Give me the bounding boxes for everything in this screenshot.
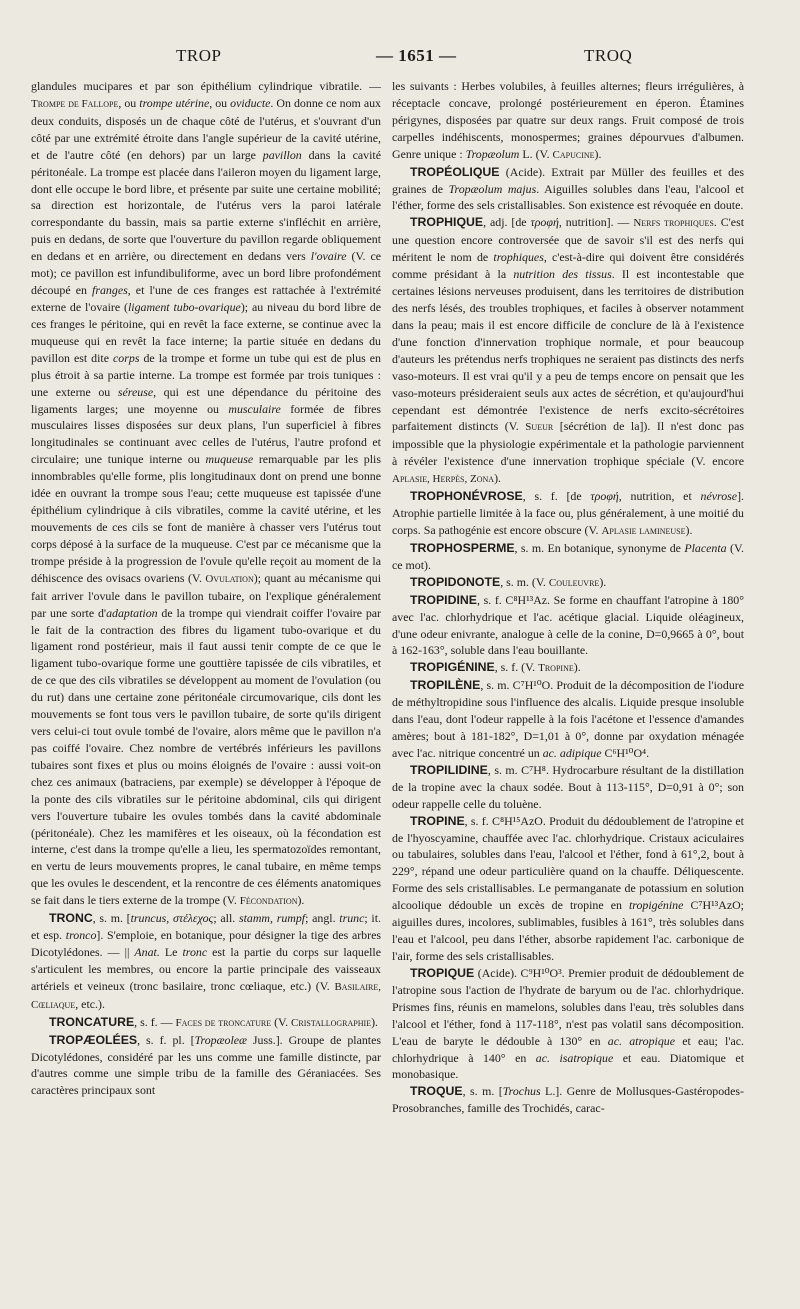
italic-text: ac. atropique (607, 1033, 676, 1048)
body-text: L.]. Genre de Mollusques-Gastéropodes-Prosobranches, famille des Trochidés, carac- (392, 1084, 744, 1116)
body-text: glandules mucipares et par son épithélium cylindrique vibratile. — (31, 79, 381, 93)
italic-text: ac. adipique (542, 745, 602, 760)
dictionary-entry (392, 813, 744, 965)
small-caps-text: Faces de troncature (175, 1016, 272, 1029)
italic-text: nutrition des tissus (513, 267, 612, 282)
body-text: , s. f. (V. (494, 660, 539, 675)
body-text: . On donne ce nom aux deux conduits, disposés un de chaque côté de l'utérus, et s'ouvrant d'un côté par une extrémité étroite dans l'angle supérieur de la cavité utérine, et de l'autre côté (en dehors) par un large (31, 95, 381, 162)
entry-headword: TROPÉOLIQUE (410, 164, 500, 179)
entry-headword: TROPHONÉVROSE (410, 489, 523, 504)
left-column (31, 78, 381, 1302)
running-head (36, 42, 752, 68)
body-text: ; all. (213, 911, 239, 926)
body-text: C⁷H¹³AzO; aiguilles dures, incolores, sublimables, fusibles à 161°, très solubles dans l'eau et l'alcool, peu dans l'éther, absorbe rapidement l'ac. carbonique de l'air, forme des sels cristallisables. (392, 898, 744, 964)
italic-text: Anat. (134, 945, 160, 960)
small-caps-text: Trompe de Fallope (31, 97, 119, 110)
italic-text: trompe utérine (139, 95, 210, 110)
italic-text: Tropæolum (465, 146, 520, 161)
body-text: , ou (209, 95, 231, 110)
body-text: , etc.). (75, 996, 105, 1011)
italic-text: muqueuse (205, 452, 254, 467)
body-text: de la trompe et forme un tube qui est de plus en plus étroit à sa partie interne. La trompe est formée par trois tuniques : une externe ou (31, 350, 381, 399)
body-text: ). (599, 574, 607, 589)
body-text: ). (685, 522, 693, 537)
body-text: est la partie du corps sur laquelle s'articulent les membres, ou encore la partie principale des vaisseaux artériels et veineux (tronc basilaire, tronc cœliaque, etc.) (V. (31, 945, 381, 993)
italic-text: névrose (700, 489, 738, 504)
body-text: , s. f. [de (522, 489, 591, 504)
italic-text: tronc (182, 945, 208, 960)
dictionary-entry (392, 592, 744, 660)
body-text: (Acide). C⁹H¹⁰O³. Premier produit de dédoublement de l'atropine sous l'action de l'hydrate de baryum ou de l'ac. chlorhydrique. Prismes fins, réunis en mamelons, solubles dans l'eau, très solubles dans l'alcool et l'éther, fond à 117-118°, n'est pas volatil sans décomposition. L'eau de baryte le dédouble à 130° en (392, 965, 744, 1048)
body-text: Le (159, 945, 183, 960)
body-text: . Il est incontestable que certaines lésions nerveuses produisent, dans les territoires de distribution des nerfs lésés, des troubles trophiques, et faciles à observer notamment dans la peau; mais il est encore difficile de conclure de là à l'existence d'une fonction d'innervation trophique normale, et pour beaucoup d'auteurs les prétendus nerfs trophiques ne seraient pas distincts des nerfs vaso-moteurs. Il est vrai qu'il y a peu de temps encore on pensait que les vaso-moteurs présideraient seuls aux actes de sécrétion, et qu'aujourd'hui cependant est démontrée l'existence de nerfs excito-sécrétoires parfaitement distincts (V. (392, 267, 744, 434)
dictionary-entry (392, 677, 744, 762)
italic-text: Placenta (684, 540, 727, 555)
italic-text: pavillon (262, 147, 302, 162)
body-text: , nutrition]. — (558, 215, 634, 230)
running-head-right: TROQ (584, 46, 633, 65)
page-number: — 1651 — (376, 46, 457, 65)
body-text: (V. ce mot). (392, 540, 744, 572)
italic-text: corps (113, 350, 140, 365)
body-text: , nutrition, et (618, 489, 701, 504)
italic-text: stamm, rumpf (238, 911, 306, 926)
italic-text: l'ovaire (310, 249, 347, 264)
italic-text: Tropæoleæ (194, 1032, 247, 1047)
body-text: . C'est une question encore controversée que de savoir s'il est des nerfs qui méritent le nom de (392, 215, 744, 265)
small-caps-text: Basilaire, Cœliaque (31, 980, 381, 1011)
body-text: [sécrétion de la]). Il n'est donc pas impossible que la physiologie expérimentale et la pathologie parviennent à révéler l'existence d'une innervation trophique spéciale (V. encore (392, 419, 744, 469)
italic-text: adaptation (106, 605, 158, 620)
italic-text: Tropæolum majus (448, 181, 537, 196)
italic-text: trophiques (493, 250, 544, 265)
text-paragraph (392, 78, 744, 164)
body-text: , s. m. [ (92, 911, 131, 926)
italic-text: oviducte (230, 95, 271, 110)
italic-text: musculaire (228, 401, 281, 416)
entry-headword: TROPIQUE (410, 965, 475, 980)
body-text: ). (371, 1014, 378, 1029)
body-text: , s. f. pl. [ (137, 1032, 195, 1047)
small-caps-text: Fécondation (239, 895, 298, 908)
dictionary-entry (392, 659, 744, 677)
body-text: ); quant au mécanisme qui fait arriver l'ovule dans le pavillon tubaire, on l'explique généralement par une sorte d' (31, 570, 381, 620)
body-text: ; it. et esp. (31, 911, 381, 943)
text-paragraph (31, 78, 381, 910)
italic-text: tropigénine (628, 898, 684, 913)
body-text: , s. f. — (134, 1014, 176, 1029)
body-text: , adj. [de (483, 215, 531, 230)
dictionary-entry (31, 910, 381, 1014)
dictionary-entry (392, 574, 744, 592)
body-text: et eau; l'ac. chlorhydrique à 140° en (392, 1033, 744, 1065)
small-caps-text: Nerfs trophiques (633, 217, 714, 230)
entry-headword: TROPHOSPERME (410, 540, 515, 555)
italic-text: tronco (65, 928, 97, 943)
body-text: C⁶H¹⁰O⁴. (601, 745, 650, 760)
dictionary-entry (392, 214, 744, 488)
body-text: , s. m. En botanique, synonyme de (514, 540, 685, 555)
italic-text: τροφή (530, 215, 559, 230)
dictionary-entry (392, 1083, 744, 1117)
small-caps-text: Sueur (525, 421, 554, 434)
running-head-left: TROP (176, 46, 222, 65)
small-caps-text: Aplasie lamineuse (601, 524, 686, 537)
body-text: dans la cavité péritonéale. La trompe est placée dans l'aileron moyen du ligament large, dont elle occupe le bord libre, et présente par suite une certaine mobilité; sa direction est horizontale, de l'utérus vers la paroi latérale correspondante du bassin, mais sa partie externe s'infléchit en arrière, puis en dedans, de sorte que l'ouverture du pavillon regarde obliquement en dedans et en arrière, ou directement en dedans vers (31, 147, 381, 264)
italic-text: ac. isatropique (535, 1050, 614, 1065)
body-text: , c'est-à-dire qui doivent être considérés comme présidant à la (392, 250, 744, 282)
italic-text: séreuse (117, 384, 154, 399)
entry-headword: TROPILÈNE (410, 678, 481, 693)
body-text: remarquable par les plis innombrables qu'elle forme, plis longitudinaux dont on prend une bonne idée en ouvrant la trompe sous l'eau; cette muqueuse est tapissée d'une épithélium cylindrique à cils vibratiles, comme la cavité utérine, et les mouvements de ces cils se font de manière à chasser vers l'utérus tout corps déposé à la surface de la muqueuse. C'est par ce mécanisme que la trompe préside à la progression de l'ovule qu'elle reçoit au moment de la déhiscence des ovisacs ovariens (V. (31, 452, 381, 585)
body-text: , s. f. C⁸H¹³Az. Se forme en chauffant l'atropine à 180° avec l'ac. chlorhydrique et l'ac. acétique glacial. Liquide oléagineux, d'une odeur enivrante, analogue à celle de la conine, D=0,9665 à 0°, bout à 162-163°, soluble dans l'eau bouillante. (392, 592, 744, 658)
body-text: ]. Atrophie partielle limitée à la face ou, plus généralement, à une moitié du corps. Sa pathogénie est encore obscure (V. (392, 489, 744, 537)
body-text: L. (V. (519, 146, 553, 161)
entry-headword: TROPIDINE (410, 592, 477, 607)
entry-headword: TRONC (49, 911, 93, 926)
entry-headword: TROPHIQUE (410, 215, 484, 230)
body-text: ]. S'emploie, en botanique, pour désigner la tige des arbres Dicotylédones. — || (31, 928, 381, 960)
italic-text: Trochus (502, 1084, 541, 1099)
body-text: , s. f. C⁸H¹⁵AzO. Produit du dédoublement de l'atropine et de l'hyoscyamine, chauffée avec l'ac. chlorhydrique. Cristaux aciculaires ou tabulaires, solubles dans l'eau, l'alcool et l'éther, fond à 61°,2, bout à 229°, répand une odeur particulière quand on la chauffe. Déliquescente. Forme des sels cristallisables. Le permanganate de potassium en solution alcoolique dédouble un excès de tropine en (392, 813, 744, 913)
body-text: . Aiguilles solubles dans l'eau, l'alcool et l'éther, forme des sels cristallisables. Son existence est révoquée en doute. (392, 181, 744, 213)
small-caps-text: Couleuvre (548, 576, 600, 589)
dictionary-entry (392, 164, 744, 215)
entry-headword: TRONCATURE (49, 1014, 135, 1029)
small-caps-text: Capucine (552, 148, 595, 161)
entry-headword: TROPIGÉNINE (410, 660, 495, 675)
body-text: (Acide). Extrait par Müller des feuilles et des graines de (392, 164, 744, 196)
italic-text: truncus, στέλεχος (130, 911, 214, 926)
body-text: ; angl. (305, 911, 340, 926)
small-caps-text: Ovulation (205, 572, 254, 585)
body-text: , qui est une dépendance du péritoine des ligaments larges; une moyenne ou (31, 384, 381, 416)
body-text: ). (494, 471, 501, 486)
small-caps-text: Aplasie, Herpès, Zona (392, 473, 495, 486)
dictionary-entry (392, 965, 744, 1083)
body-text: ). (297, 893, 305, 908)
small-caps-text: Tropine (538, 662, 574, 675)
body-text: formée de fibres musculaires lisses disposées sur deux plans, l'un superficiel à fibres longitudinales se continuant avec celles de l'utérus, l'autre profond et circulaire; une tunique interne ou (31, 401, 381, 467)
body-text: et eau. Diatomique et monobasique. (392, 1050, 744, 1082)
right-column (392, 78, 744, 1302)
italic-text: franges (92, 283, 128, 298)
body-text: , s. m. [ (462, 1084, 503, 1099)
body-text: ). (573, 660, 581, 675)
small-caps-text: Cristallographie (291, 1016, 372, 1029)
entry-headword: TROPÆOLÉES (49, 1032, 138, 1047)
entry-headword: TROQUE (410, 1084, 463, 1099)
body-text: , s. m. C⁷H⁸. Hydrocarbure résultant de la distillation de la tropine avec la chaux sodée. Bout à 113-115°, D=0,91 à 0°; son odeur rappelle celle du toluène. (392, 762, 744, 811)
entry-headword: TROPILIDINE (410, 762, 488, 777)
body-text: , ou (118, 95, 140, 110)
entry-headword: TROPIDONOTE (410, 574, 501, 589)
body-text: Juss.]. Groupe de plantes Dicotylédones, considéré par les uns comme une famille distincte, par d'autres comme une simple tribu de la famille des Géraniacées. Ses caractères principaux sont (31, 1032, 381, 1098)
italic-text: τροφή (590, 489, 619, 504)
body-text: , s. m. C⁷H¹⁰O. Produit de la décomposition de l'iodure de méthyltropidine sous l'influence des alcalis. Liquide presque insoluble dans l'eau, dont l'odeur rappelle à la fois l'acétone et l'essence d'amandes amères; bout à 181-182°, D=1,01 à 0°, donne par oxydation ménagée avec l'ac. nitrique concentré un (392, 678, 744, 760)
body-text: ). (594, 146, 602, 161)
italic-text: trunc (339, 911, 365, 926)
dictionary-entry (392, 488, 744, 540)
body-text: les suivants : Herbes volubiles, à feuilles alternes; fleurs irrégulières, à réceptacle concave, prolongé postérieurement en éperon. Étamines périgynes, disposées par quatre sur deux rangs. Fruit composé de trois carpelles indéhiscents, monospermes; graines dépourvues d'albumen. Genre unique : (392, 79, 744, 161)
dictionary-entry (392, 540, 744, 574)
body-text: (V. ce mot); ce pavillon est infundibuliforme, avec un bord libre profondément découpé en (31, 249, 381, 298)
body-text: (V. (271, 1014, 292, 1029)
dictionary-entry (31, 1014, 381, 1032)
entry-headword: TROPINE (410, 813, 465, 828)
body-text: , et l'une de ces franges est rattachée à l'extrémité externe de l'ovaire ( (31, 283, 381, 314)
body-text: de la trompe qui viendrait coiffer l'ovaire par le fait de la contraction des fibres du ligament tubo-ovarique et du ligament rond postérieur, mais il faut aussi tenir compte de ce que le ligament tubo-ovarique forme une gouttière tapissée de cils vibratiles, et de ce que des cils vibratiles se développent au moment de l'ovulation (ou du rut) dans une certaine zone péritonéale circumovarique, cils dont les mouvements se font tous vers le pavillon tubaire, de sorte qu'ils dirigent vers celui-ci tout ovule tombé de l'ovaire, alors même que le pavillon n'a pas coiffé l'ovaire. Chez nombre de vertébrés inférieurs les pavillons tubaires sont fixes et plus ou moins éloignés de l'ovaire : aussi voit-on chez ces animaux (batraciens, par exemple) se développer à l'époque de la ponte des cils vibratiles sur le péritoine abdominal, cils qui dirigent vers l'ouverture tubaire les ovules tombés dans la cavité abdominale (péritonéale). Chez les mamifères et les oiseaux, où la fécondation est interne, c'est dans la trompe qu'elle a lieu, les spermatozoïdes remontant, en vertu de leurs mouvements propres, le canal tubaire, en même temps que les ovules le descendent, et la rencontre de ces éléments anatomiques se fait dans le tiers externe de la trompe (V. (31, 605, 381, 908)
dictionary-entry (392, 762, 744, 813)
dictionary-entry (31, 1032, 381, 1100)
body-text: , s. m. (V. (500, 574, 549, 589)
italic-text: ligament tubo-ovarique (127, 299, 241, 314)
body-text: ); au niveau du bord libre de ces franges le péritoine, qui en revêt la face externe, se continue avec la muqueuse qui en revêt la face interne; la partie située en dedans du pavillon est dite (31, 299, 381, 365)
